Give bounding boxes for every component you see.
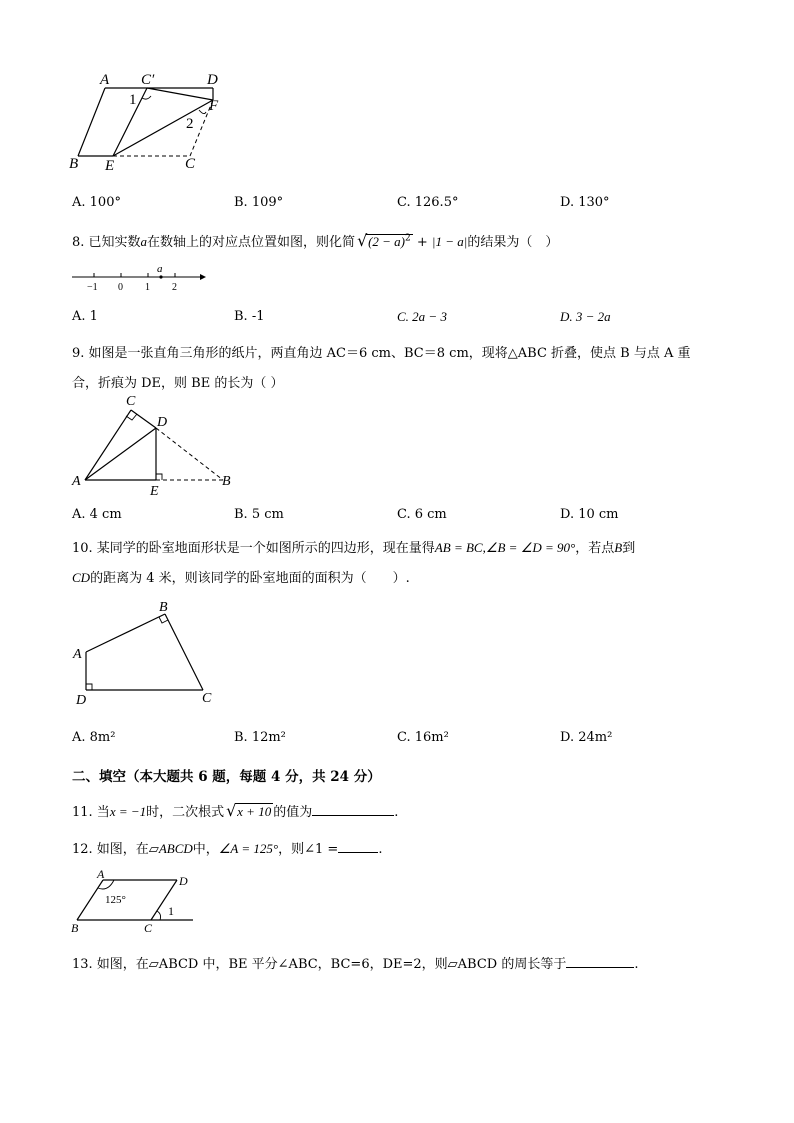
q11-radical: √ x + 10 xyxy=(226,801,272,820)
q8-radical: √ $(2 - a)^2$ xyxy=(357,230,411,250)
q11-math: x = −1 xyxy=(109,804,147,819)
q7-option-b[interactable]: B. 109° xyxy=(234,195,284,210)
q10-line2 xyxy=(72,567,410,586)
fig9-label-E: E xyxy=(150,484,159,497)
q8-plus: + xyxy=(416,235,428,250)
fig9-label-D: D xyxy=(157,415,168,430)
q8-text-a: 8. 已知实数 xyxy=(72,235,141,250)
q10-option-d[interactable]: D. 24m² xyxy=(560,730,613,745)
q12-text-a: 12. 如图，在 xyxy=(72,842,149,857)
fig10-label-C: C xyxy=(202,691,212,706)
q8-text-c: 的结果为（ ） xyxy=(467,235,559,250)
fig12-angle-label: 125° xyxy=(105,894,126,906)
q9-option-c[interactable]: C. 6 cm xyxy=(397,507,447,522)
fig7-label-E: E xyxy=(105,158,115,174)
q8-radicand: $(2 - a)^2$ xyxy=(368,233,411,249)
q12-math: ∠A = 125° xyxy=(218,841,279,856)
fig9-label-B: B xyxy=(222,474,231,489)
q11-end: . xyxy=(394,805,399,820)
q11-radicand: x + 10 xyxy=(237,804,272,819)
fig7-label-A: A xyxy=(100,72,110,88)
q8-option-b[interactable]: B. -1 xyxy=(234,309,265,324)
section2-heading: 二、填空（本大题共 6 题，每题 4 分，共 24 分） xyxy=(72,769,381,785)
q13-answer-blank[interactable] xyxy=(566,955,634,968)
q11-stem xyxy=(72,801,398,820)
q10-text-a: 10. 某同学的卧室地面形状是一个如图所示的四边形，现在量得 xyxy=(72,541,435,556)
q13-text: 13. 如图，在▱ABCD 中，BE 平分∠ABC，BC=6，DE=2，则▱ABCD 的周长等于 xyxy=(72,957,567,972)
fig10-label-D: D xyxy=(76,693,87,708)
fig12-label-1: 1 xyxy=(168,904,174,918)
q11-text-c: 的值为 xyxy=(273,805,313,820)
fig12-label-B: B xyxy=(71,921,79,935)
q9-figure xyxy=(68,392,238,497)
q10-text-d: 的距离为 4 米，则该同学的卧室地面的面积为（ ）. xyxy=(90,571,410,586)
q8-option-d[interactable]: D. 3 − 2a xyxy=(560,309,611,324)
q8-axis-label-0: 0 xyxy=(118,282,123,292)
q12-answer-blank[interactable] xyxy=(338,840,378,853)
q8-axis-label-neg1: −1 xyxy=(87,282,98,292)
fig7-label-D: D xyxy=(207,72,218,88)
q12-stem xyxy=(72,838,382,857)
q11-text-b: 时，二次根式 xyxy=(146,805,225,820)
q9-option-a[interactable]: A. 4 cm xyxy=(72,507,122,522)
q8-stem xyxy=(72,231,558,250)
q12-figure xyxy=(68,868,198,936)
q10-point-b: B xyxy=(614,540,623,555)
q10-math: AB = BC,∠B = ∠D = 90° xyxy=(434,540,576,555)
q8-axis-label-1: 1 xyxy=(145,282,150,292)
q10-option-b[interactable]: B. 12m² xyxy=(234,730,286,745)
fig7-label-2: 2 xyxy=(186,116,194,132)
q12-abcd: ABCD xyxy=(158,841,193,856)
fig7-label-B: B xyxy=(69,156,79,172)
q7-figure xyxy=(65,68,235,178)
q11-text-a: 11. 当 xyxy=(72,805,110,820)
q7-option-a[interactable]: A. 100° xyxy=(72,195,121,210)
fig10-label-B: B xyxy=(159,600,168,615)
q13-end: . xyxy=(634,957,639,972)
fig9-label-C: C xyxy=(126,394,136,409)
q8-option-a[interactable]: A. 1 xyxy=(72,309,98,324)
q12-text-b: 中， xyxy=(192,842,219,857)
q10-text-b: ，若点 xyxy=(575,541,615,556)
q9-option-d[interactable]: D. 10 cm xyxy=(560,507,619,522)
q12-text-c: ，则∠1 = xyxy=(278,842,339,857)
q8-option-c[interactable]: C. 2a − 3 xyxy=(397,309,447,324)
q9-line2: 合，折痕为 DE，则 BE 的长为（ ） xyxy=(72,376,284,391)
q10-cd: CD xyxy=(72,570,91,585)
q10-text-c: 到 xyxy=(622,541,636,556)
q9-option-b[interactable]: B. 5 cm xyxy=(234,507,284,522)
q8-abs: |1 − a| xyxy=(431,234,468,249)
q11-answer-blank[interactable] xyxy=(312,803,394,816)
q8-number-line xyxy=(68,262,208,292)
fig12-label-D: D xyxy=(179,874,188,888)
q12-end: . xyxy=(378,842,383,857)
q10-option-c[interactable]: C. 16m² xyxy=(397,730,449,745)
fig7-label-C: C xyxy=(185,156,196,172)
q12-parallelogram-symbol: ▱ xyxy=(148,842,159,857)
fig7-label-1: 1 xyxy=(129,92,137,108)
q8-axis-label-2: 2 xyxy=(172,282,177,292)
fig7-label-C1: C′ xyxy=(141,72,155,88)
q8-axis-var: a xyxy=(157,263,163,275)
q13-stem xyxy=(72,953,639,972)
q10-option-a[interactable]: A. 8m² xyxy=(72,730,116,745)
fig7-label-F: F xyxy=(209,98,219,114)
q7-option-c[interactable]: C. 126.5° xyxy=(397,195,459,210)
fig10-label-A: A xyxy=(73,647,82,662)
q10-figure xyxy=(68,598,228,710)
q7-option-d[interactable]: D. 130° xyxy=(560,195,610,210)
fig9-label-A: A xyxy=(72,474,81,489)
q10-line1 xyxy=(72,537,635,556)
q9-line1: 9. 如图是一张直角三角形的纸片，两直角边 AC＝6 cm、BC＝8 cm，现将△ABC 折叠，使点 B 与点 A 重 xyxy=(72,346,691,361)
fig12-label-A: A xyxy=(97,868,105,881)
q8-var: a xyxy=(140,234,148,249)
q8-text-b: 在数轴上的对应点位置如图，则化简 xyxy=(147,235,356,250)
fig12-label-C: C xyxy=(144,921,153,935)
